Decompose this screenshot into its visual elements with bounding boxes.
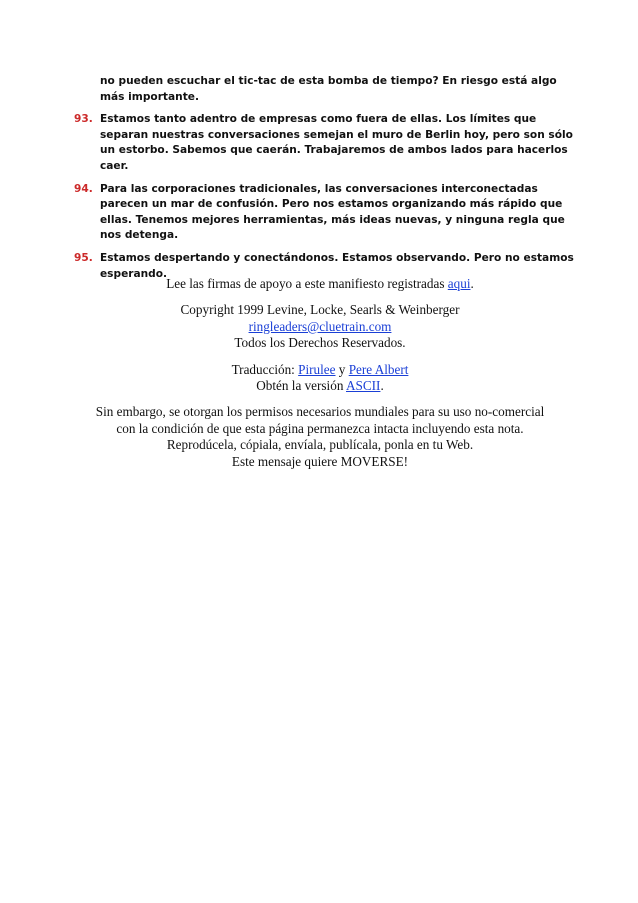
signatures-text: Lee las firmas de apoyo a este manifiesto registradas: [166, 276, 445, 291]
signatures-period: .: [470, 276, 474, 291]
thesis-number: 95.: [74, 251, 93, 264]
translator-link-pere-albert[interactable]: Pere Albert: [348, 361, 409, 377]
signatures-paragraph: [70, 276, 570, 292]
thesis-line: Para las corporaciones tradicionales, las conversaciones interconectadas: [100, 182, 538, 195]
permissions-line: Este mensaje quiere MOVERSE!: [231, 453, 409, 469]
thesis-line: nos detenga.: [100, 229, 179, 242]
thesis-line: no pueden escuchar el tic-tac de esta bomba de tiempo? En riesgo está algo: [100, 75, 557, 87]
theses-list: [74, 74, 574, 289]
thesis-item-93: [74, 112, 574, 174]
permissions-paragraph: [70, 404, 570, 470]
thesis-line: Estamos tanto adentro de empresas como fuera de ellas. Los límites que: [100, 113, 537, 126]
thesis-line: parecen un mar de confusión. Pero nos estamos organizando más rápido que: [100, 198, 563, 211]
version-text: Obtén la versión: [256, 378, 344, 394]
thesis-line: ellas. Tenemos mejores herramientas, más ideas nuevas, y ninguna regla que: [100, 213, 565, 226]
permissions-line: Sin embargo, se otorgan los permisos necesarios mundiales para su uso no-comercial: [95, 404, 545, 420]
translation-label: Traducción:: [231, 361, 295, 377]
thesis-line: caer.: [100, 159, 129, 172]
thesis-number: 94.: [74, 182, 93, 195]
translation-paragraph: [70, 362, 570, 395]
permissions-line: con la condición de que esta página permanezca intacta incluyendo esta nota.: [116, 420, 524, 436]
thesis-number: 93.: [74, 113, 93, 126]
copyright-text: Copyright 1999 Levine, Locke, Searls & Weinberger: [180, 302, 460, 318]
copyright-paragraph: [70, 302, 570, 351]
thesis-line: más importante.: [100, 90, 199, 103]
manifesto-footer: [70, 276, 570, 480]
permissions-line: Reprodúcela, cópiala, envíala, publícala, ponla en tu Web.: [166, 437, 474, 453]
email-link[interactable]: ringleaders@cluetrain.com: [248, 318, 392, 334]
thesis-line: Estamos despertando y conectándonos. Estamos observando. Pero no estamos: [100, 251, 574, 264]
rights-text: Todos los Derechos Reservados.: [234, 335, 406, 351]
translation-and: y: [338, 361, 346, 377]
ascii-version-link[interactable]: ASCII: [346, 378, 381, 394]
thesis-item-92-continuation: [74, 74, 574, 105]
thesis-line: separan nuestras conversaciones semejan el muro de Berlin hoy, pero son sólo: [100, 128, 573, 141]
translator-link-pirulee[interactable]: Pirulee: [298, 361, 336, 377]
thesis-line: esperando.: [100, 267, 168, 280]
thesis-item-94: [74, 182, 574, 244]
thesis-line: un estorbo. Sabemos que caerán. Trabajaremos de ambos lados para hacerlos: [100, 144, 568, 157]
version-period: .: [380, 378, 384, 394]
signatures-link[interactable]: aqui: [447, 276, 471, 291]
